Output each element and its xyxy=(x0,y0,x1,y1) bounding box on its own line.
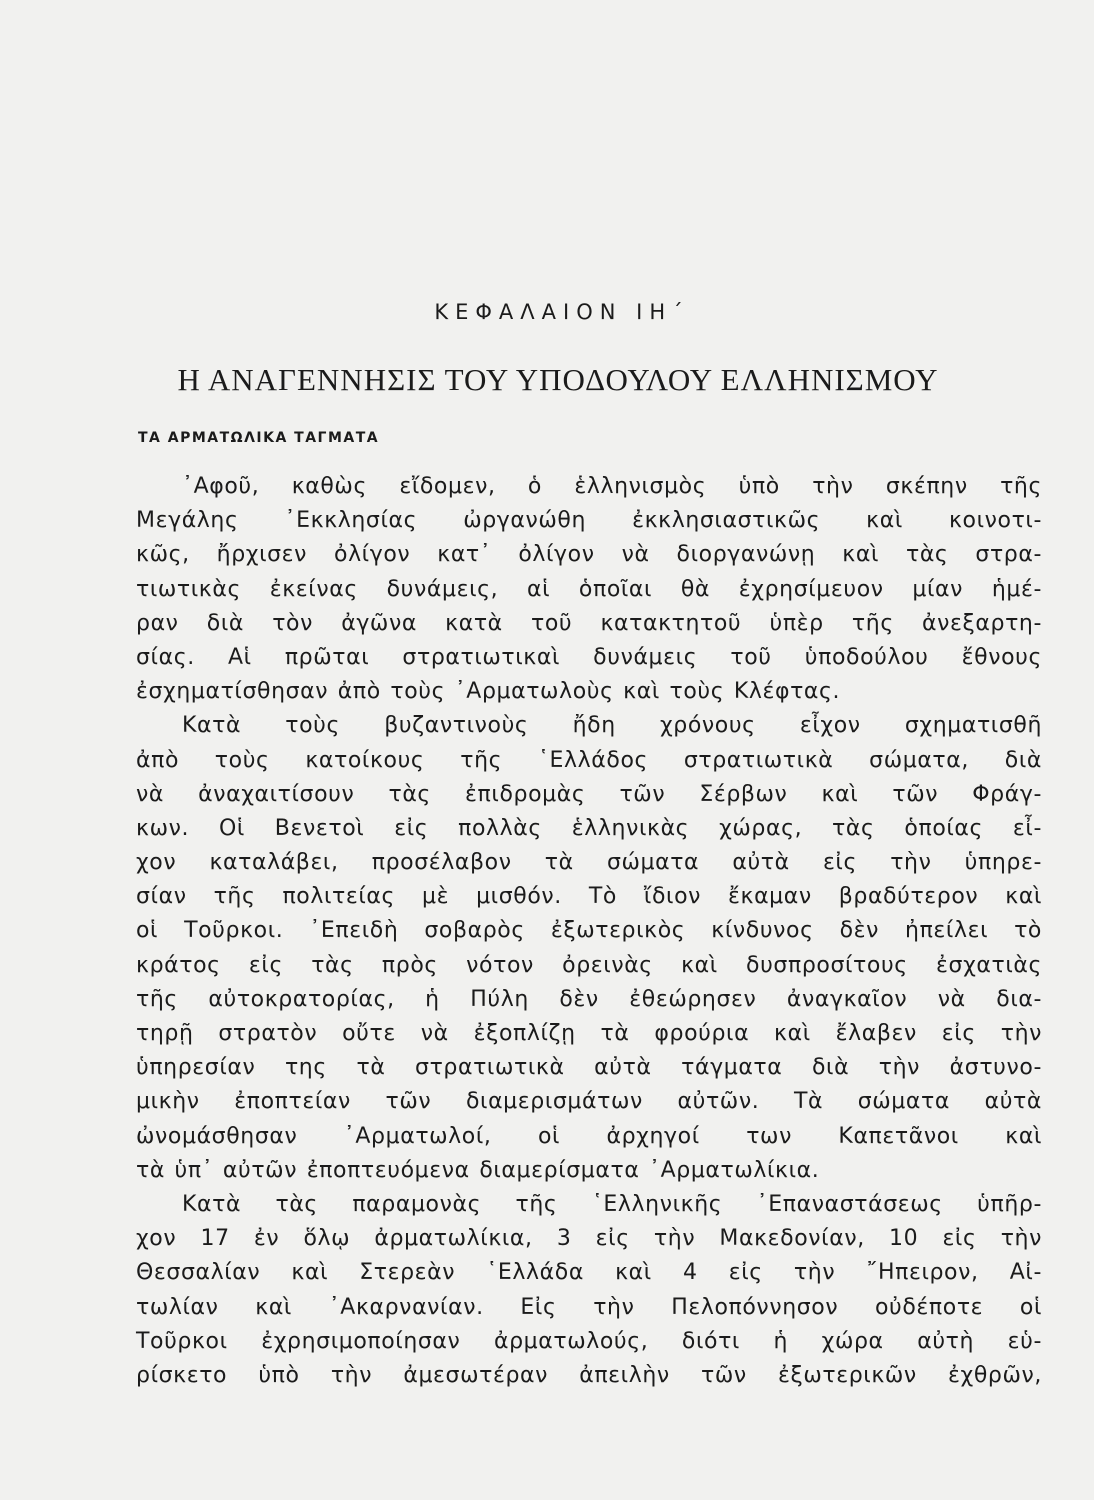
chapter-title: Η ΑΝΑΓΕΝΝΗΣΙΣ ΤΟΥ ΥΠΟΔΟΥΛΟΥ ΕΛΛΗΝΙΣΜΟΥ xyxy=(177,362,939,397)
text-line: μικὴν ἐποπτείαν τῶν διαμερισμάτων αὐτῶν. Τὰ σώματα αὐτὰ xyxy=(136,1089,1042,1115)
text-line: Τοῦρκοι ἐχρησιμοποίησαν ἀρματωλούς, διότι ἡ χώρα αὐτὴ εὑ- xyxy=(136,1328,1042,1354)
text-line: ὠνομάσθησαν ᾿Αρματωλοί, οἱ ἀρχηγοί των Καπετᾶνοι καὶ xyxy=(136,1123,1042,1149)
text-line: τιωτικὰς ἐκείνας δυνάμεις, αἱ ὁποῖαι θὰ ἐχρησίμευον μίαν ἡμέ- xyxy=(136,576,1042,602)
text-line: χον 17 ἐν ὅλῳ ἀρματωλίκια, 3 εἰς τὴν Μακεδονίαν, 10 εἰς τὴν xyxy=(136,1226,1042,1252)
chapter-heading: ΚΕΦΑΛΑΙΟΝ ΙΗ΄ xyxy=(434,300,690,324)
text-line: χον καταλάβει, προσέλαβον τὰ σώματα αὐτὰ εἰς τὴν ὑπηρε- xyxy=(136,850,1042,876)
text-line: Κατὰ τοὺς βυζαντινοὺς ἤδη χρόνους εἶχον σχηματισθῆ xyxy=(182,713,1042,739)
text-line: οἱ Τοῦρκοι. ᾿Επειδὴ σοβαρὸς ἐξωτερικὸς κίνδυνος δὲν ἠπείλει τὸ xyxy=(136,918,1042,944)
text-line: ἀπὸ τοὺς κατοίκους τῆς ῾Ελλάδος στρατιωτικὰ σώματα, διὰ xyxy=(136,747,1042,773)
text-line: τὰ ὑπ᾿ αὐτῶν ἐποπτευόμενα διαμερίσματα ᾿Αρματωλίκια. xyxy=(136,1157,820,1183)
text-line: τῆς αὐτοκρατορίας, ἡ Πύλη δὲν ἐθεώρησεν ἀναγκαῖον νὰ δια- xyxy=(136,986,1042,1012)
section-heading: ΤΑ ΑΡΜΑΤΩΛΙΚΑ ΤΑΓΜΑΤΑ xyxy=(138,430,380,446)
text-line: ρίσκετο ὑπὸ τὴν ἀμεσωτέραν ἀπειλὴν τῶν ἐξωτερικῶν ἐχθρῶν, xyxy=(136,1362,1042,1388)
text-line: νὰ ἀναχαιτίσουν τὰς ἐπιδρομὰς τῶν Σέρβων καὶ τῶν Φράγ- xyxy=(136,781,1042,807)
text-line: κῶς, ἤρχισεν ὀλίγον κατ᾿ ὀλίγον νὰ διοργανώνῃ καὶ τὰς στρα- xyxy=(136,542,1042,568)
text-line: Κατὰ τὰς παραμονὰς τῆς ῾Ελληνικῆς ᾿Επαναστάσεως ὑπῆρ- xyxy=(182,1191,1042,1217)
text-line: ἐσχηματίσθησαν ἀπὸ τοὺς ᾿Αρματωλοὺς καὶ τοὺς Κλέφτας. xyxy=(136,679,841,705)
text-line: ὑπηρεσίαν της τὰ στρατιωτικὰ αὐτὰ τάγματα διὰ τὴν ἀστυνο- xyxy=(136,1055,1042,1081)
text-line: σίας. Αἱ πρῶται στρατιωτικαὶ δυνάμεις τοῦ ὑποδούλου ἔθνους xyxy=(136,644,1042,670)
text-line: κράτος εἰς τὰς πρὸς νότον ὀρεινὰς καὶ δυσπροσίτους ἐσχατιὰς xyxy=(136,952,1042,978)
text-line: τηρῇ στρατὸν οὔτε νὰ ἐξοπλίζῃ τὰ φρούρια καὶ ἔλαβεν εἰς τὴν xyxy=(136,1021,1042,1046)
text-line: κων. Οἱ Βενετοὶ εἰς πολλὰς ἑλληνικὰς χώρας, τὰς ὁποίας εἶ- xyxy=(136,815,1042,841)
text-line: σίαν τῆς πολιτείας μὲ μισθόν. Τὸ ἴδιον ἔκαμαν βραδύτερον καὶ xyxy=(136,884,1042,910)
text-line: Θεσσαλίαν καὶ Στερεὰν ῾Ελλάδα καὶ 4 εἰς τὴν ῎Ηπειρον, Αἰ- xyxy=(136,1260,1042,1286)
text-line: ᾿Αφοῦ, καθὼς εἴδομεν, ὁ ἑλληνισμὸς ὑπὸ τὴν σκέπην τῆς xyxy=(182,474,1042,499)
text-line: ραν διὰ τὸν ἀγῶνα κατὰ τοῦ κατακτητοῦ ὑπὲρ τῆς ἀνεξαρτη- xyxy=(136,610,1042,636)
text-line: Μεγάλης ᾿Εκκλησίας ὠργανώθη ἐκκλησιαστικῶς καὶ κοινοτι- xyxy=(136,508,1042,534)
text-line: τωλίαν καὶ ᾿Ακαρνανίαν. Εἰς τὴν Πελοπόννησον οὐδέποτε οἱ xyxy=(136,1294,1042,1320)
body-text xyxy=(136,470,1042,1393)
